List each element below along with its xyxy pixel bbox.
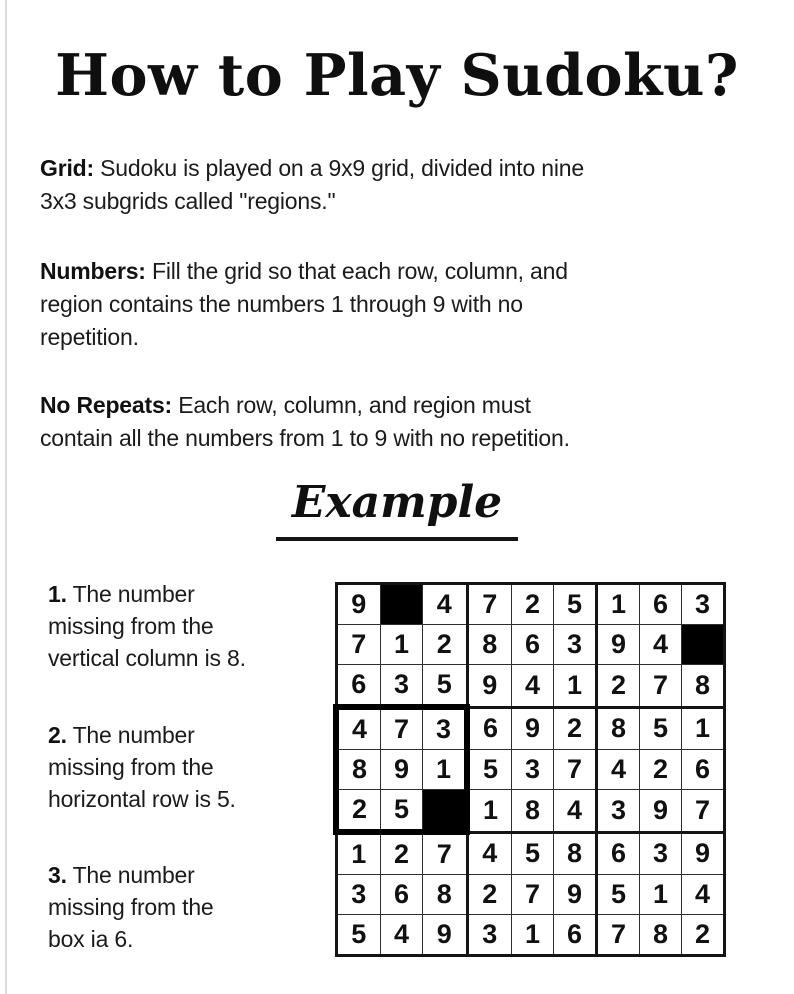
sudoku-cell: 1 [423,750,468,790]
sudoku-cell: 3 [512,750,554,790]
paragraph-lead: No Repeats: [40,392,172,418]
sudoku-cell: 2 [640,750,682,790]
paragraph-line: region contains the numbers 1 through 9 with no [40,291,523,317]
sudoku-row [336,584,725,625]
sudoku-cell: 9 [597,625,640,665]
sudoku-cell: 1 [336,832,381,875]
example-heading-text: Example [276,477,518,541]
sudoku-cell: 6 [381,875,423,915]
sudoku-cell: 7 [640,665,682,708]
sudoku-cell: 2 [423,625,468,665]
point-number: 1. [48,581,67,607]
sudoku-cell: 9 [640,790,682,833]
point-line: missing from the [48,754,214,780]
sudoku-cell: 2 [554,707,597,750]
sudoku-cell: 8 [682,665,725,708]
sudoku-row [336,750,725,790]
sudoku-cell: 2 [682,915,725,956]
paragraph-line: Fill the grid so that each row, column, and [151,258,568,284]
sudoku-cell: 8 [336,750,381,790]
sudoku-cell: 8 [597,707,640,750]
sudoku-row [336,875,725,915]
sudoku-cell: 1 [597,584,640,625]
sudoku-cell: 3 [381,665,423,708]
example-point-2 [48,719,323,815]
instruction-grid [40,152,584,218]
paragraph-lead: Numbers: [40,258,146,284]
sudoku-cell: 3 [467,915,512,956]
sudoku-row [336,832,725,875]
sudoku-cell: 5 [336,915,381,956]
sudoku-cell: 6 [336,665,381,708]
sudoku-grid [333,582,726,957]
sudoku-cell: 4 [640,625,682,665]
sudoku-black-cell [423,790,468,833]
sudoku-cell: 4 [467,832,512,875]
sudoku-cell: 6 [640,584,682,625]
point-line: The number [72,581,195,607]
sudoku-cell: 8 [467,625,512,665]
paragraph-line: repetition. [40,324,139,350]
paragraph-line: Sudoku is played on a 9x9 grid, divided into nine [100,155,584,181]
point-line: horizontal row is 5. [48,786,236,812]
sudoku-row [336,665,725,708]
sudoku-cell: 9 [423,915,468,956]
sudoku-cell: 3 [682,584,725,625]
sudoku-cell: 2 [597,665,640,708]
sudoku-row [336,707,725,750]
sudoku-cell: 8 [640,915,682,956]
sudoku-cell: 5 [381,790,423,833]
sudoku-cell: 1 [381,625,423,665]
sudoku-cell: 4 [554,790,597,833]
sudoku-cell: 7 [682,790,725,833]
example-point-1 [48,578,323,674]
sudoku-grid-body [336,584,725,956]
sudoku-cell: 9 [682,832,725,875]
point-line: missing from the [48,894,214,920]
sudoku-cell: 8 [423,875,468,915]
sudoku-cell: 1 [467,790,512,833]
sudoku-cell: 5 [554,584,597,625]
sudoku-cell: 7 [467,584,512,625]
sudoku-cell: 3 [597,790,640,833]
point-line: box ia 6. [48,926,134,952]
example-point-3 [48,859,323,955]
paragraph-line: 3x3 subgrids called "regions." [40,188,336,214]
sudoku-cell: 1 [640,875,682,915]
sudoku-cell: 6 [554,915,597,956]
sudoku-cell: 1 [554,665,597,708]
sudoku-cell: 1 [512,915,554,956]
sudoku-cell: 7 [512,875,554,915]
sudoku-cell: 2 [467,875,512,915]
paragraph-line: Each row, column, and region must [178,392,531,418]
sudoku-cell: 4 [336,707,381,750]
sudoku-cell: 3 [640,832,682,875]
point-line: missing from the [48,613,214,639]
point-line: The number [72,862,195,888]
paragraph-lead: Grid: [40,155,94,181]
sudoku-cell: 2 [381,832,423,875]
page-title: How to Play Sudoku? [55,42,739,109]
sudoku-cell: 6 [682,750,725,790]
point-line: The number [72,722,195,748]
sudoku-cell: 6 [597,832,640,875]
sudoku-cell: 7 [336,625,381,665]
sudoku-cell: 4 [682,875,725,915]
sudoku-cell: 1 [682,707,725,750]
sudoku-cell: 2 [512,584,554,625]
sudoku-cell: 8 [512,790,554,833]
sudoku-cell: 5 [467,750,512,790]
sudoku-cell: 3 [554,625,597,665]
sudoku-black-cell [682,625,725,665]
sudoku-cell: 9 [381,750,423,790]
sudoku-cell: 9 [554,875,597,915]
sudoku-cell: 7 [597,915,640,956]
sudoku-cell: 4 [597,750,640,790]
sudoku-cell: 9 [512,707,554,750]
sudoku-row [336,790,725,833]
sudoku-cell: 9 [336,584,381,625]
point-number: 3. [48,862,67,888]
instruction-no-repeats [40,389,570,455]
sudoku-cell: 5 [597,875,640,915]
sudoku-cell: 3 [336,875,381,915]
sudoku-row [336,915,725,956]
point-number: 2. [48,722,67,748]
sudoku-cell: 5 [640,707,682,750]
sudoku-cell: 2 [336,790,381,833]
sudoku-cell: 8 [554,832,597,875]
sudoku-cell: 9 [467,665,512,708]
sudoku-cell: 6 [512,625,554,665]
sudoku-black-cell [381,584,423,625]
sudoku-cell: 4 [512,665,554,708]
sudoku-row [336,625,725,665]
sudoku-cell: 4 [381,915,423,956]
sudoku-cell: 7 [423,832,468,875]
sudoku-cell: 3 [423,707,468,750]
sudoku-cell: 4 [423,584,468,625]
sudoku-cell: 5 [423,665,468,708]
sudoku-cell: 7 [554,750,597,790]
paragraph-line: contain all the numbers from 1 to 9 with no repetition. [40,425,570,451]
instruction-numbers [40,255,568,354]
sudoku-cell: 7 [381,707,423,750]
point-line: vertical column is 8. [48,645,246,671]
sudoku-cell: 5 [512,832,554,875]
example-heading [0,477,794,541]
sudoku-cell: 6 [467,707,512,750]
